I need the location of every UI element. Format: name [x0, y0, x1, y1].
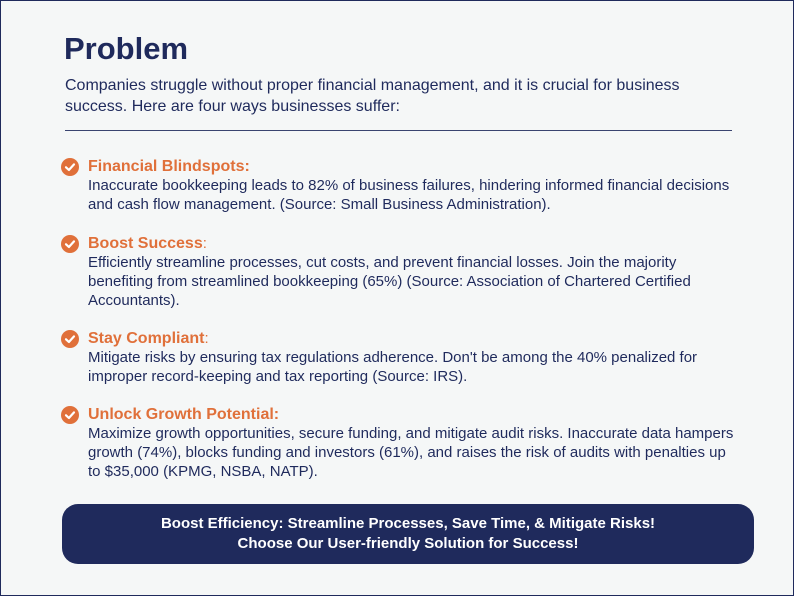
- problem-item-stay-compliant: [61, 329, 741, 386]
- item-title: Financial Blindspots:: [88, 158, 250, 175]
- item-title: Unlock Growth Potential:: [88, 406, 280, 423]
- item-body: Efficiently streamline processes, cut costs, and prevent financial losses. Join the majority benefiting from streamlined bookkeeping (65%) (Source: Association of Chartered Certified Accountants).: [88, 254, 691, 309]
- item-body: Maximize growth opportunities, secure funding, and mitigate audit risks. Inaccurate data hampers growth (74%), blocks funding and investors (61%), and raises the risk of audits with penalties up to $35,000 (KPMG, NSBA, NATP).: [88, 425, 734, 480]
- item-body: Inaccurate bookkeeping leads to 82% of business failures, hindering informed financial decisions and cash flow management. (Source: Small Business Administration).: [88, 177, 730, 213]
- item-title-suffix: :: [204, 330, 209, 347]
- check-circle-icon: [61, 235, 79, 253]
- item-title: Stay Compliant: [88, 330, 205, 347]
- check-circle-icon: [61, 158, 79, 176]
- item-title-suffix: :: [202, 235, 207, 252]
- intro-text: Companies struggle without proper financial management, and it is crucial for business success. Here are four ways businesses suffer:: [65, 77, 680, 115]
- item-body: Mitigate risks by ensuring tax regulations adherence. Don't be among the 40% penalized for improper record-keeping and tax reporting (Source: IRS).: [88, 349, 698, 385]
- divider: [65, 130, 732, 131]
- cta-line-2: Choose Our User-friendly Solution for Success!: [237, 535, 579, 552]
- problem-item-boost-success: [61, 234, 741, 310]
- item-title: Boost Success: [88, 235, 203, 252]
- problem-item-financial-blindspots: [61, 157, 741, 214]
- check-circle-icon: [61, 406, 79, 424]
- problem-item-unlock-growth: [61, 405, 741, 481]
- cta-line-1: Boost Efficiency: Streamline Processes, Save Time, & Mitigate Risks!: [160, 515, 656, 532]
- page-title: Problem: [64, 31, 189, 66]
- check-circle-icon: [61, 330, 79, 348]
- cta-banner: [62, 504, 754, 564]
